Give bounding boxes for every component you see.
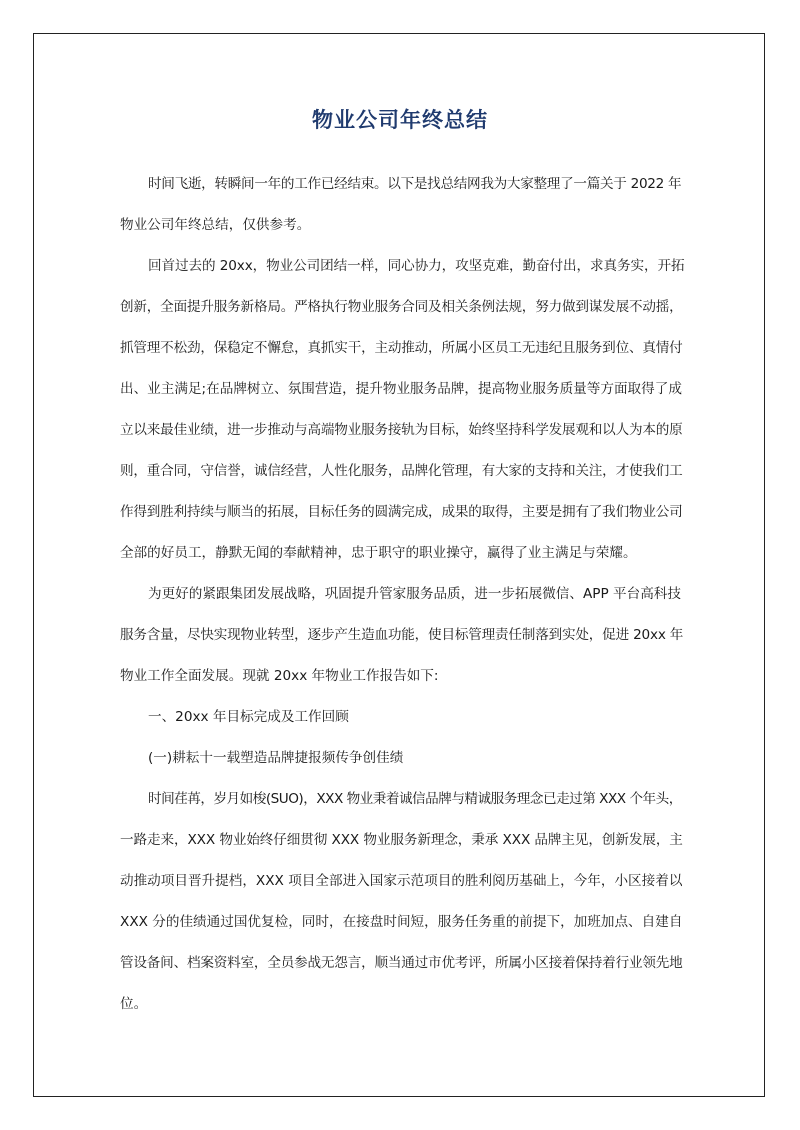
text-line: 抓管理不松劲，保稳定不懈怠，真抓实干，主动推动，所属小区员工无违纪且服务到位、真情付 bbox=[120, 340, 683, 356]
paragraph-history bbox=[120, 779, 685, 1025]
text-line: 物业工作全面发展。现就 20xx 年物业工作报告如下: bbox=[120, 668, 439, 684]
text-line: 位。 bbox=[120, 996, 148, 1012]
paragraph-intro bbox=[120, 164, 685, 246]
document-body bbox=[120, 164, 685, 1025]
paragraph-review bbox=[120, 246, 685, 574]
text-line: 物业公司年终总结，仅供参考。 bbox=[120, 217, 311, 233]
text-line: 为更好的紧跟集团发展战略，巩固提升管家服务品质，进一步拓展微信、APP 平台高科技 bbox=[148, 586, 681, 602]
text-line: 管设备间、档案资料室，全员参战无怨言，顺当通过市优考评，所属小区接着保持着行业领先地 bbox=[120, 955, 683, 971]
document-title: 物业公司年终总结 bbox=[312, 108, 488, 132]
text-line: 时间飞逝，转瞬间一年的工作已经结束。以下是找总结网我为大家整理了一篇关于 2022 年 bbox=[148, 176, 682, 192]
text-line: 服务含量，尽快实现物业转型，逐步产生造血功能，使目标管理责任制落到实处，促进 20xx 年 bbox=[120, 627, 684, 643]
text-line: 一路走来，XXX 物业始终仔细贯彻 XXX 物业服务新理念，秉承 XXX 品牌主见，创新发展，主 bbox=[120, 832, 683, 848]
subsection-heading: (一)耕耘十一载塑造品牌捷报频传争创佳绩 bbox=[148, 750, 404, 766]
text-line: 回首过去的 20xx，物业公司团结一样，同心协力，攻坚克难，勤奋付出，求真务实，开拓 bbox=[148, 258, 685, 274]
text-line: 立以来最佳业绩，进一步推动与高端物业服务接轨为目标，始终坚持科学发展观和以人为本的原 bbox=[120, 422, 683, 438]
text-line: 出、业主满足;在品牌树立、氛围营造，提升物业服务品牌，提高物业服务质量等方面取得了成 bbox=[120, 381, 682, 397]
text-line: 全部的好员工，静默无闻的奉献精神，忠于职守的职业操守，赢得了业主满足与荣耀。 bbox=[120, 545, 637, 561]
text-line: 作得到胜利持续与顺当的拓展，目标任务的圆满完成，成果的取得，主要是拥有了我们物业公司 bbox=[120, 504, 683, 520]
text-line: 创新，全面提升服务新格局。严格执行物业服务合同及相关条例法规，努力做到谋发展不动摇， bbox=[120, 299, 683, 315]
section-heading: 一、20xx 年目标完成及工作回顾 bbox=[148, 709, 349, 725]
text-line: 动推动项目晋升提档，XXX 项目全部进入国家示范项目的胜利阅历基础上，今年，小区接着以 bbox=[120, 873, 683, 889]
text-line: 时间荏苒，岁月如梭(SUO)，XXX 物业秉着诚信品牌与精诚服务理念已走过第 XXX 个年头， bbox=[148, 791, 682, 807]
text-line: 则，重合同，守信誉，诚信经营，人性化服务，品牌化管理，有大家的支持和关注，才使我们工 bbox=[120, 463, 683, 479]
text-line: XXX 分的佳绩通过国优复检，同时，在接盘时间短，服务任务重的前提下，加班加点、自建自 bbox=[120, 914, 683, 930]
paragraph-strategy bbox=[120, 574, 685, 697]
